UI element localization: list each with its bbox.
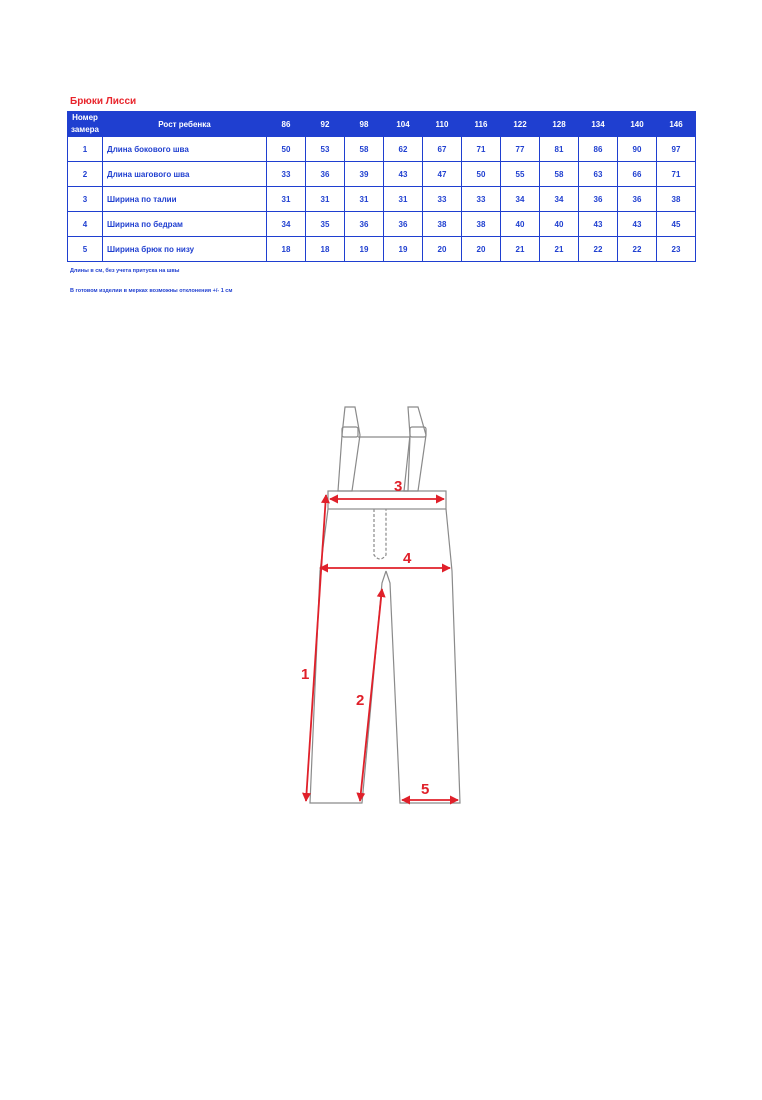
left-strap [338,407,360,491]
measure-value-cell: 31 [345,187,384,212]
measure-value-cell: 36 [306,162,345,187]
measure-value-cell: 21 [501,237,540,262]
header-size: 122 [501,112,540,137]
fly [374,509,386,559]
measure-value-cell: 22 [579,237,618,262]
header-measure-number-line2: замера [70,125,100,134]
measure-value-cell: 40 [501,212,540,237]
measure-value-cell: 45 [657,212,696,237]
product-title: Брюки Лисси [70,96,137,107]
measure-value-cell: 90 [618,137,657,162]
measure-lines [306,495,458,801]
table-row [68,187,696,212]
measure-name-cell: Длина шагового шва [103,162,267,187]
measure-value-cell: 19 [384,237,423,262]
note-units: Длины в см, без учета притуска на швы [70,268,180,274]
header-size: 110 [423,112,462,137]
measure-value-cell: 18 [267,237,306,262]
measure-value-cell: 40 [540,212,579,237]
measure-value-cell: 38 [423,212,462,237]
measure-value-cell: 47 [423,162,462,187]
note-tolerance: В готовом изделии в мерках возможны отклонения +/- 1 см [70,288,233,294]
measure-value-cell: 43 [618,212,657,237]
measure-value-cell: 43 [384,162,423,187]
measure-value-cell: 34 [501,187,540,212]
measure-value-cell: 50 [462,162,501,187]
measure-name-cell: Ширина брюк по низу [103,237,267,262]
measure-number-cell: 1 [68,137,103,162]
measure-value-cell: 31 [384,187,423,212]
table-header-row [68,112,696,137]
size-table [67,111,696,262]
left-buckle [342,427,358,437]
measure-number-cell: 4 [68,212,103,237]
measure-value-cell: 58 [345,137,384,162]
measure-value-cell: 31 [306,187,345,212]
measure-label-4: 4 [403,550,412,567]
measure-value-cell: 77 [501,137,540,162]
header-child-height: Рост ребенка [103,112,267,137]
measure-value-cell: 43 [579,212,618,237]
measure-value-cell: 67 [423,137,462,162]
measure-value-cell: 38 [462,212,501,237]
measure-value-cell: 36 [618,187,657,212]
measure-number-cell: 2 [68,162,103,187]
measure-label-5: 5 [421,781,430,798]
waistband [328,491,446,509]
table-row [68,162,696,187]
measure-value-cell: 20 [462,237,501,262]
header-size: 134 [579,112,618,137]
measure-value-cell: 86 [579,137,618,162]
measure-value-cell: 23 [657,237,696,262]
measure-value-cell: 19 [345,237,384,262]
header-size: 86 [267,112,306,137]
measure-value-cell: 33 [423,187,462,212]
right-leg [386,509,460,803]
measure-value-cell: 53 [306,137,345,162]
measure-label-3: 3 [394,478,403,495]
measure-value-cell: 34 [267,212,306,237]
header-measure-number [68,112,103,137]
pants-drawing [290,395,480,820]
table-row [68,237,696,262]
measure-value-cell: 71 [462,137,501,162]
header-size: 146 [657,112,696,137]
measure-value-cell: 36 [345,212,384,237]
measure-value-cell: 50 [267,137,306,162]
measure-value-cell: 35 [306,212,345,237]
measure-number-cell: 3 [68,187,103,212]
measure-value-cell: 39 [345,162,384,187]
measure-value-cell: 36 [384,212,423,237]
measure-name-cell: Длина бокового шва [103,137,267,162]
measure-number-cell: 5 [68,237,103,262]
header-size: 98 [345,112,384,137]
measure-value-cell: 22 [618,237,657,262]
measure-value-cell: 62 [384,137,423,162]
measure-value-cell: 71 [657,162,696,187]
measure-value-cell: 21 [540,237,579,262]
measure-label-2: 2 [356,692,365,709]
header-size: 128 [540,112,579,137]
header-size: 104 [384,112,423,137]
measure-value-cell: 34 [540,187,579,212]
measure-value-cell: 33 [462,187,501,212]
measure-value-cell: 38 [657,187,696,212]
right-strap [404,407,426,491]
measure-value-cell: 58 [540,162,579,187]
measure-value-cell: 33 [267,162,306,187]
measure-name-cell: Ширина по талии [103,187,267,212]
measure-value-cell: 36 [579,187,618,212]
measure-line-1 [306,495,326,801]
measure-name-cell: Ширина по бедрам [103,212,267,237]
measure-value-cell: 97 [657,137,696,162]
header-size: 92 [306,112,345,137]
table-row [68,137,696,162]
measure-value-cell: 55 [501,162,540,187]
measure-value-cell: 63 [579,162,618,187]
measure-value-cell: 18 [306,237,345,262]
measure-value-cell: 20 [423,237,462,262]
pants-outline [310,407,460,803]
header-measure-number-line1: Номер [72,113,98,122]
measure-value-cell: 81 [540,137,579,162]
measure-label-1: 1 [301,666,310,683]
table-row [68,212,696,237]
measure-value-cell: 66 [618,162,657,187]
header-size: 116 [462,112,501,137]
measure-value-cell: 31 [267,187,306,212]
header-size: 140 [618,112,657,137]
